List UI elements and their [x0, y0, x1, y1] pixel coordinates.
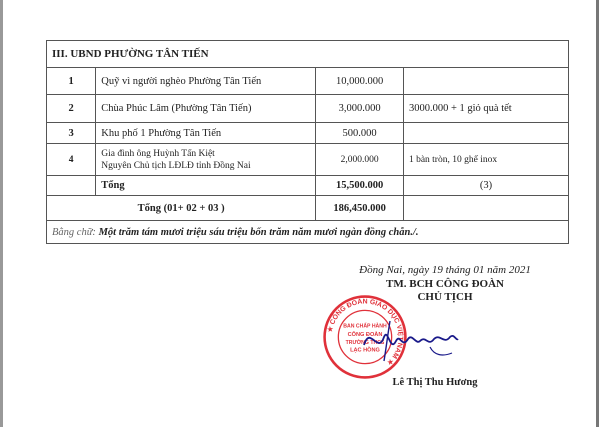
row-name: Chùa Phúc Lâm (Phường Tân Tiến): [96, 95, 316, 123]
row-number: 4: [47, 144, 96, 176]
total-note: (3): [403, 176, 568, 196]
total-label: Tổng: [96, 176, 316, 196]
total-amount: 15,500.000: [316, 176, 404, 196]
row-number: 2: [47, 95, 96, 123]
total-row: [47, 176, 569, 196]
row-note: 3000.000 + 1 giỏ quà tết: [403, 95, 568, 123]
grand-total-row: [47, 196, 569, 221]
total-empty-cell: [47, 176, 96, 196]
amount-in-words-row: [47, 221, 569, 244]
svg-text:★ CÔNG ĐOÀN GIÁO DỤC VIỆT NAM: ★ CÔNG ĐOÀN GIÁO DỤC VIỆT NAM ★: [326, 298, 404, 367]
table-row: [47, 144, 569, 176]
row-amount: 500.000: [316, 123, 404, 144]
row-name: Khu phố 1 Phường Tân Tiến: [96, 123, 316, 144]
row-name-line2: Nguyên Chủ tịch LĐLĐ tỉnh Đồng Nai: [101, 160, 251, 171]
section-title: III. UBND PHƯỜNG TÂN TIẾN: [47, 41, 569, 68]
table-row: [47, 95, 569, 123]
donation-table: [46, 40, 569, 244]
svg-text:TRƯỜNG THCS: TRƯỜNG THCS: [345, 339, 385, 346]
handwritten-signature: [360, 315, 460, 365]
grand-total-amount: 186,450.000: [316, 196, 404, 221]
row-note: 1 bàn tròn, 10 ghế inox: [403, 144, 568, 176]
row-amount: 2,000.000: [316, 144, 404, 176]
row-amount: 3,000.000: [316, 95, 404, 123]
section-header-row: [47, 41, 569, 68]
row-amount: 10,000.000: [316, 68, 404, 95]
svg-text:LẠC HỒNG: LẠC HỒNG: [350, 347, 380, 354]
place-date: Đồng Nai, ngày 19 tháng 01 năm 2021: [359, 264, 531, 276]
page-edge-left: [0, 0, 3, 427]
amount-in-words: [47, 221, 569, 244]
table-row: [47, 68, 569, 95]
row-number: 1: [47, 68, 96, 95]
in-words-value: Một trăm tám mươi triệu sáu triệu bốn trăm năm mươi ngàn đồng chẵn./.: [98, 226, 419, 238]
svg-text:CÔNG ĐOÀN: CÔNG ĐOÀN: [347, 332, 383, 339]
signer-organization: TM. BCH CÔNG ĐOÀN: [386, 278, 504, 290]
signer-role: CHỦ TỊCH: [417, 291, 473, 303]
grand-total-note: [403, 196, 568, 221]
grand-total-label: Tổng (01+ 02 + 03 ): [47, 196, 316, 221]
row-name-line1: Gia đình ông Huỳnh Tấn Kiệt: [101, 148, 215, 159]
in-words-label: Bằng chữ:: [52, 226, 96, 238]
svg-text:BAN CHẤP HÀNH: BAN CHẤP HÀNH: [343, 323, 387, 330]
page-edge-right: [596, 0, 599, 427]
row-note: [403, 68, 568, 95]
signer-name: Lê Thị Thu Hương: [392, 377, 478, 388]
row-number: 3: [47, 123, 96, 144]
row-note: [403, 123, 568, 144]
table-row: [47, 123, 569, 144]
row-name: [96, 144, 316, 176]
row-name: Quỹ vì người nghèo Phường Tân Tiến: [96, 68, 316, 95]
